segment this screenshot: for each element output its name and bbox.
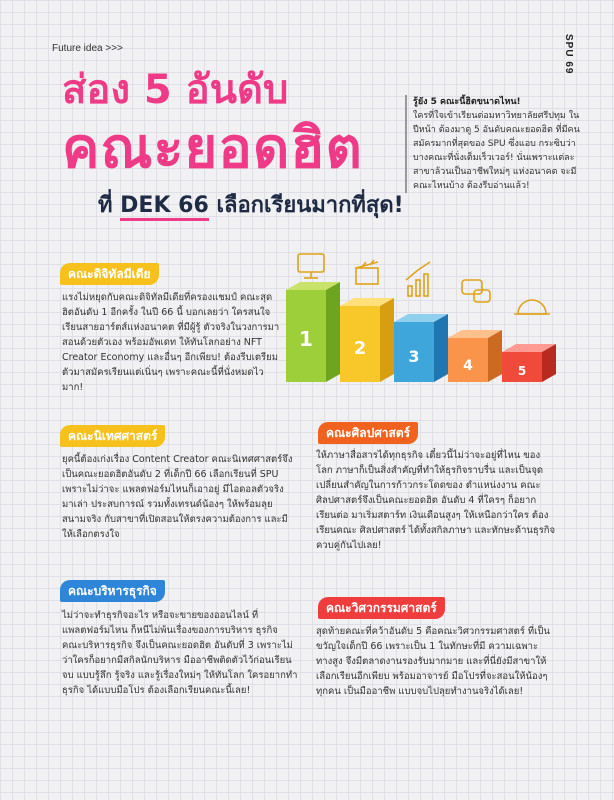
step-4 <box>448 330 502 382</box>
faculty-digital-media-body: แรงไม่หยุดกับคณะดิจิทัลมีเดียที่ครองแชมป์ คณะสุดฮิตอันดับ 1 อีกครั้ง ในปี 66 นี้ บอกเลยว่า ใครสนใจเรียนสายอาร์ตส์แห่งอนาคต ที่มีผู้รู้ ตัวจริงในวงการมาสอนด้วยตัวเอง พร้อมอัพเดท ให้ทันโลกอย่าง NFT Creator Economy และอื่นๆ อีกเพียบ! ต้องรีบเตรียมตัวมาสมัครเรียนแต่เนิ่นๆ เพราะคณะนี้ที่นั่งหมดไวมาก! <box>62 292 280 393</box>
intro-heading: รู้ยัง 5 คณะนี้ฮิตขนาดไหน! <box>413 97 521 107</box>
step-3 <box>394 314 448 382</box>
intro-body: ใครที่ใจเข้าเรียนต่อมหาวิทยาลัยศรีปทุม ในปีหน้า ต้องมาดู 5 อันดับคณะยอดฮิต ที่มีคนสมัครมากที่สุดของ SPU ซึ่งแอบ กระซิบว่าบางคณะที่นั่งเต็มเร็วเวอร์! นั่นเพราะแต่ละสาขาล้วนเป็นอาชีพใหม่ๆ แห่งอนาคต จะมีคณะไหนบ้าง ต้องรีบอ่านแล้ว! <box>413 111 580 191</box>
headline-pre: ที่ <box>98 193 121 218</box>
intro-box <box>405 95 583 193</box>
faculty-engineering-body: สุดท้ายคณะที่คว้าอันดับ 5 คือคณะวิศวกรรมศาสตร์ ที่เป็นขวัญใจเด็กปี 66 เพราะเป็น 1 ในทักษะที่มี ความเฉพาะทางสูง จึงมีตลาดงานรองรับมากมาย และที่นี่ยังมีสาขาให้เลือกเรียนอีกเพียบ พร้อมอาจารย์ มือโปรที่จะสอนให้น้องๆ ทุกคน เป็นมืออาชีพ แบบจบไปลุยทำงานจริงได้เลย! <box>316 626 550 697</box>
speech-bubbles-icon <box>462 280 490 302</box>
step-1-label: 1 <box>299 327 313 351</box>
faculty-engineering-title: คณะวิศวกรรมศาสตร์ <box>318 597 445 619</box>
step-2-label: 2 <box>353 338 367 359</box>
faculty-liberal-arts-title: คณะศิลปศาสตร์ <box>318 422 418 444</box>
ranking-stairs-illustration <box>278 250 578 390</box>
faculty-communication-arts-title: คณะนิเทศศาสตร์ <box>60 425 165 447</box>
faculty-business-body: ไม่ว่าจะทำธุรกิจอะไร หรือจะขายของออนไลน์ ที่แพลตฟอร์มไหน ก็หนีไม่พ้นเรื่องของการบริหาร ธุรกิจ คณะบริหารธุรกิจ จึงเป็นคณะยอดฮิต อันดับที่ 3 เพราะไม่ว่าใครก็อยากมีสกิลนักบริหาร มืออาชีพติดตัวไว้ก่อนเรียนจบ แบบรู้ลึก รู้จริง และรู้เรื่องใหม่ๆ ให้ทันโลก ใครอยากทำธุรกิจ ได้แบบมือโปร ต้องเลือกเรียนคณะนี้เลย! <box>62 610 298 696</box>
faculty-business-title: คณะบริหารธุรกิจ <box>60 580 165 602</box>
headline-post: เลือกเรียนมากที่สุด! <box>208 193 404 218</box>
brand-logo: SPU 69 <box>563 34 574 75</box>
faculty-digital-media-title: คณะดิจิทัลมีเดีย <box>60 263 159 285</box>
headline-line1: ส่อง 5 อันดับ <box>62 67 289 113</box>
headline-line3 <box>98 187 404 222</box>
growth-chart-icon <box>406 262 430 296</box>
faculty-communication-arts-body: ยุคนี้ต้องเก่งเรื่อง Content Creator คณะนิเทศศาสตร์จึงเป็นคณะยอดฮิตอันดับ 2 ที่เด็กปี 66 เลือกเรียนที่ SPU เพราะไม่ว่าจะ แพลตฟอร์มไหนก็เอาอยู่ มีไอดอลตัวจริงมาเล่า ประสบการณ์ รวมทั้งเทรนด์น้องๆ ให้พร้อมลุย สนามจริง กับสาขาที่เปิดสอนให้ตรงความต้องการ และมีให้เลือกตรงใจ <box>62 454 293 540</box>
clapperboard-icon <box>356 260 378 284</box>
section-tag: Future idea >>> <box>52 43 123 54</box>
headline-line2: คณะยอดฮิต <box>62 116 363 181</box>
headline-highlight: DEK 66 <box>120 193 209 221</box>
step-4-label: 4 <box>463 358 473 374</box>
step-5 <box>502 344 556 382</box>
step-2 <box>340 298 394 382</box>
step-1 <box>286 282 340 382</box>
step-3-label: 3 <box>408 347 420 366</box>
monitor-icon <box>298 254 324 278</box>
faculty-liberal-arts-body: ให้ภาษาสื่อสารได้ทุกธุรกิจ เดี๋ยวนี้ไม่ว่าจะอยู่ที่ไหน ของโลก ภาษาก็เป็นสิ่งสำคัญที่ทำให้ธุรกิจราบรื่น และเป็นจุดเปลี่ยนสำคัญในการก้าวกระโดดของ ตำแหน่งงาน คณะศิลปศาสตร์จึงเป็นคณะยอดฮิต อันดับ 4 ที่ใครๆ ก็อยากเรียนต่อ มาเริ่มสตาร์ท เงินเดือนสูงๆ ให้เหนือกว่าใคร ต้องเรียนคณะ ศิลปศาสตร์ ได้ทั้งสกิลภาษา และทักษะด้านธุรกิจ ควบคู่กันไปเลย! <box>316 450 556 551</box>
hardhat-icon <box>514 300 550 314</box>
step-5-label: 5 <box>517 364 527 378</box>
